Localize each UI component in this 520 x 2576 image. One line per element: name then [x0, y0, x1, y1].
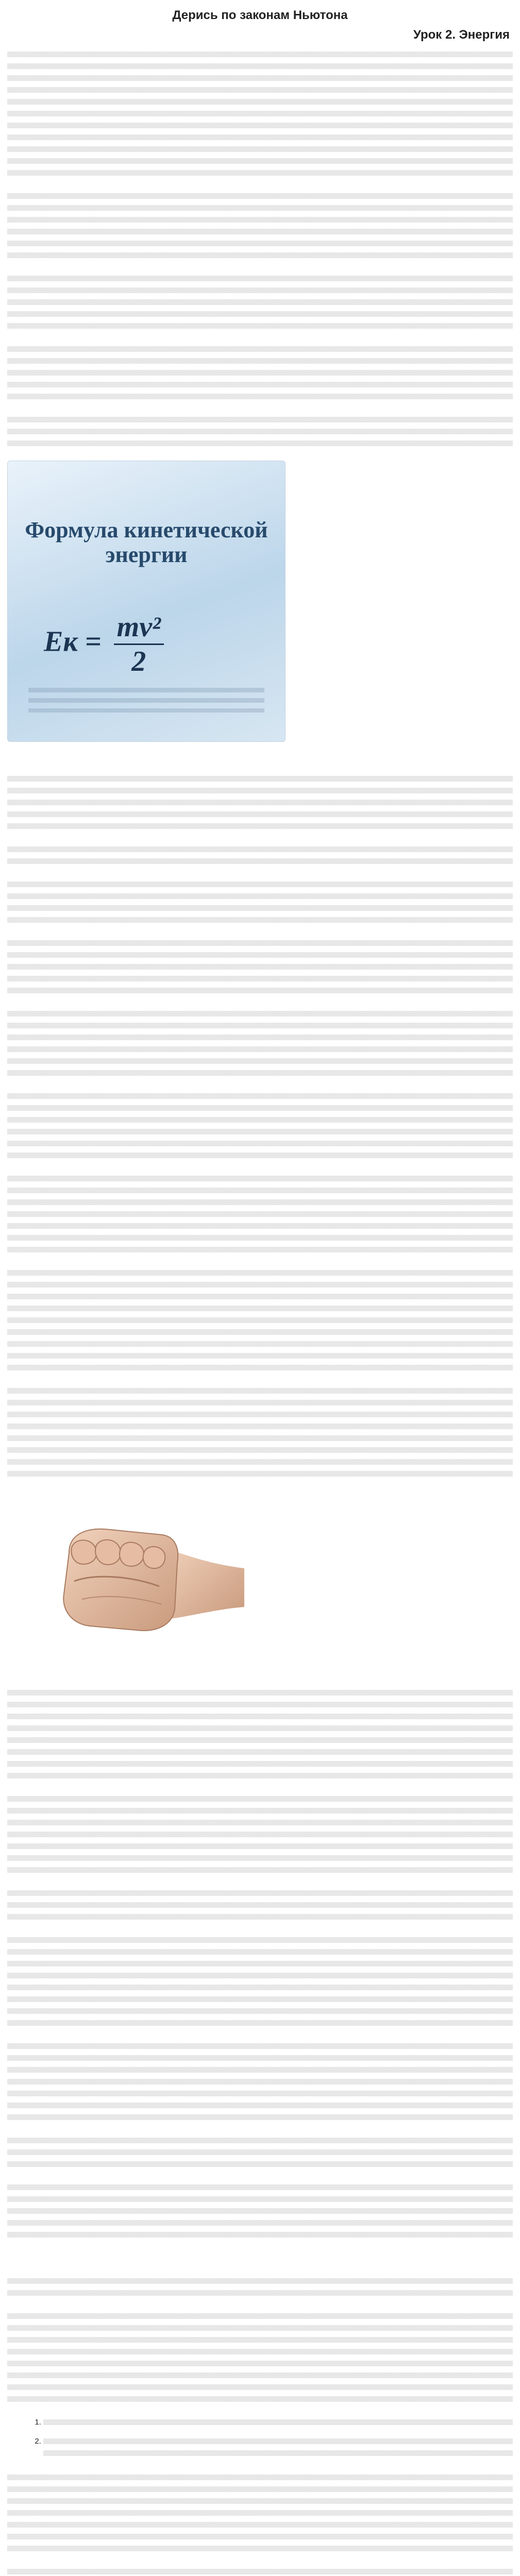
paragraph: [7, 1887, 513, 1923]
paragraph: [7, 2471, 513, 2554]
paragraph: [7, 190, 513, 261]
paragraph: [7, 878, 513, 926]
paragraph: [7, 2566, 513, 2576]
paragraph: [7, 773, 513, 832]
paragraph: [7, 843, 513, 867]
paragraph: [7, 2310, 513, 2405]
paragraph: [7, 1934, 513, 2029]
formula-numerator: mv²: [114, 611, 164, 645]
formula-legend: [28, 688, 264, 713]
list-item: [43, 2416, 513, 2428]
lesson-title: Урок 2. Энергия: [413, 28, 510, 42]
paragraph: [7, 2134, 513, 2170]
article-body: [7, 48, 513, 2576]
paragraph: [7, 2040, 513, 2123]
fist-icon: [33, 1491, 244, 1666]
paragraph: [7, 273, 513, 332]
paragraph: [7, 48, 513, 179]
paragraph: [7, 937, 513, 996]
paragraph: [7, 1687, 513, 1782]
paragraph: [7, 2181, 513, 2241]
paragraph: [7, 1090, 513, 1161]
kinetic-energy-formula-image: [7, 461, 286, 742]
section-subheading: [7, 2252, 513, 2264]
paragraph: [7, 1173, 513, 1256]
paragraph: [7, 2275, 513, 2299]
formula-denominator: 2: [131, 646, 146, 677]
list-item: [43, 2435, 513, 2459]
site-title: Дерись по законам Ньютона: [172, 8, 348, 22]
paragraph: [7, 343, 513, 402]
paragraph: [7, 1008, 513, 1079]
paragraph: [7, 1793, 513, 1876]
numbered-list: [7, 2416, 513, 2459]
paragraph: [7, 1385, 513, 1480]
paragraph: [7, 1267, 513, 1374]
paragraph: [7, 414, 513, 449]
fist-illustration: [33, 1491, 244, 1666]
formula-equation: Eк = $\frac{\text{mv²}}{2}$: [44, 611, 164, 678]
formula-title: Формула кинетической энергии: [25, 517, 268, 567]
